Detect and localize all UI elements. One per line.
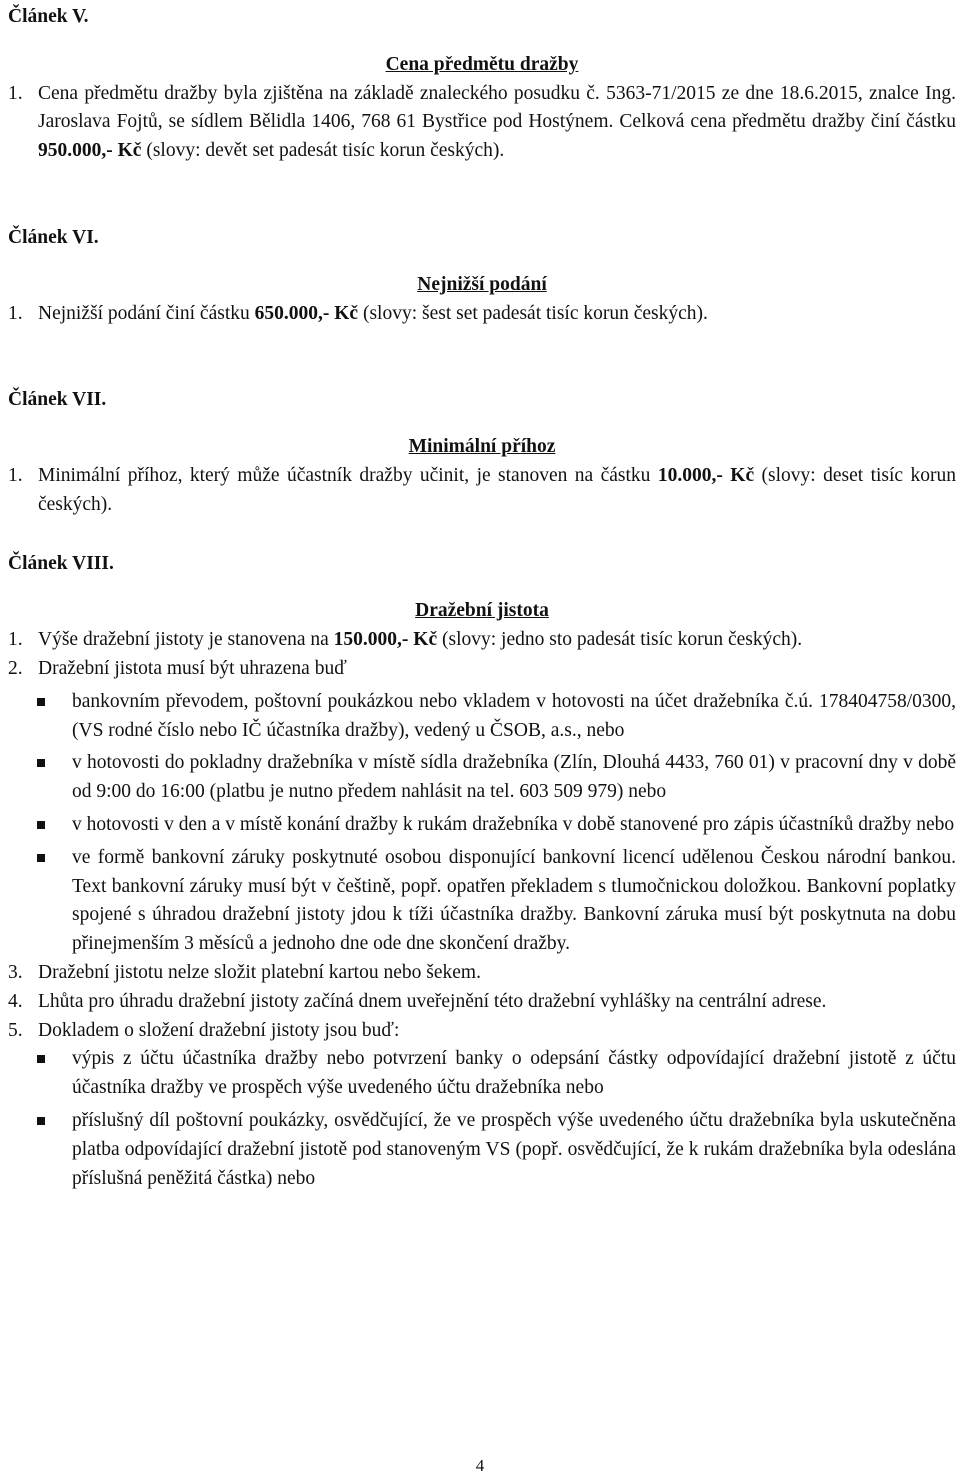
square-bullet-icon xyxy=(37,854,45,862)
square-bullet-icon xyxy=(37,1055,45,1063)
article-8-item-1 xyxy=(8,626,956,655)
item-text-words: (slovy: devět set padesát tisíc korun českých). xyxy=(141,140,505,162)
bullet-text: ve formě bankovní záruky poskytnuté osobou disponující bankovní licencí udělenou Českou národní bankou. Text bankovní záruky musí být v češtině, popř. opatřen překladem s tlumočnickou doložkou. Bankovní poplatky spojené s úhradou dražební jistoty jdou k tíži účastníka dražby. Bankovní záruka musí být poskytnuta na dobu přinejmenším 3 měsíců a jednoho dne ode dne skončení dražby. xyxy=(72,846,956,955)
bullet-text: v hotovosti v den a v místě konání dražby k rukám dražebníka v době stanovené pro zápis účastníků dražby nebo xyxy=(72,813,955,835)
item-text: Lhůta pro úhradu dražební jistoty začíná dnem uveřejnění této dražební vyhlášky na centrální adrese. xyxy=(38,990,827,1012)
article-8-title: Dražební jistota xyxy=(415,600,549,622)
bullet-item xyxy=(8,811,956,840)
bullet-item xyxy=(8,749,956,807)
article-6-heading: Článek VI. xyxy=(8,226,99,248)
page-number: 4 xyxy=(475,1456,485,1475)
item-number: 5. xyxy=(8,1019,23,1041)
square-bullet-icon xyxy=(37,698,45,706)
article-6-item-1 xyxy=(8,300,956,329)
article-5-heading: Článek V. xyxy=(8,6,89,27)
square-bullet-icon xyxy=(37,1117,45,1125)
item-number: 1. xyxy=(8,629,23,651)
article-6-title: Nejnižší podání xyxy=(417,273,547,295)
bullet-text: v hotovosti do pokladny dražebníka v místě sídla dražebníka (Zlín, Dlouhá 4433, 760 01) v pracovní dny v době od 9:00 do 16:00 (platbu je nutno předem nahlásit na tel. 603 509 979) nebo xyxy=(72,752,956,803)
bullet-text: bankovním převodem, poštovní poukázkou nebo vkladem v hotovosti na účet dražebníka č.ú. 178404758/0300, (VS rodné číslo nebo IČ účastníka dražby), vedený u ČSOB, a.s., nebo xyxy=(72,690,956,741)
item-number: 3. xyxy=(8,961,23,983)
article-7-heading: Článek VII. xyxy=(8,389,107,411)
item-text: Dražební jistota musí být uhrazena buď xyxy=(38,657,347,679)
price-amount: 950.000,- Kč xyxy=(38,140,142,162)
item-text-words: (slovy: jedno sto padesát tisíc korun českých). xyxy=(437,629,803,651)
bullet-text: výpis z účtu účastníka dražby nebo potvrzení banky o odepsání částky odpovídající dražební jistotě z účtu účastníka dražby ve prospěch výše uvedeného účtu dražebníka nebo xyxy=(72,1048,956,1099)
article-8-item-5 xyxy=(8,1017,956,1046)
item-text: Minimální příhoz, který může účastník dražby učinit, je stanoven na částku xyxy=(38,464,658,486)
bullet-item xyxy=(8,844,956,959)
item-number: 1. xyxy=(8,464,23,486)
item-text: Nejnižší podání činí částku xyxy=(38,302,255,324)
deposit-amount: 150.000,- Kč xyxy=(333,629,438,651)
article-8-heading: Článek VIII. xyxy=(8,552,114,574)
item-text: Cena předmětu dražby byla zjištěna na základě znaleckého posudku č. 5363-71/2015 ze dne 18.6.2015, znalce Ing. Jaroslava Fojtů, se sídlem Bělidla 1406, 768 61 Bystřice pod Hostýnem. Celková cena předmětu dražby činí částku xyxy=(38,82,956,133)
article-8-item-4 xyxy=(8,988,956,1017)
square-bullet-icon xyxy=(37,821,45,829)
document-page xyxy=(8,3,956,1193)
article-7-title: Minimální příhoz xyxy=(408,436,556,458)
article-7-item-1 xyxy=(8,462,956,520)
min-increment-amount: 10.000,- Kč xyxy=(657,464,755,486)
square-bullet-icon xyxy=(37,759,45,767)
article-5-title: Cena předmětu dražby xyxy=(385,53,579,75)
item-number: 4. xyxy=(8,990,23,1012)
item-text-words: (slovy: šest set padesát tisíc korun českých). xyxy=(358,302,708,324)
lowest-bid-amount: 650.000,- Kč xyxy=(254,302,359,324)
item-text: Dražební jistotu nelze složit platební kartou nebo šekem. xyxy=(38,961,481,983)
item-number: 1. xyxy=(8,302,23,324)
article-8-item-3 xyxy=(8,959,956,988)
item-number: 2. xyxy=(8,657,23,679)
article-5-item-1 xyxy=(8,80,956,166)
article-8-item-2 xyxy=(8,655,956,684)
item-text-words: (slovy: deset tisíc korun českých). xyxy=(38,464,956,515)
bullet-item xyxy=(8,688,956,746)
item-text: Dokladem o složení dražební jistoty jsou buď: xyxy=(38,1019,400,1041)
bullet-text: příslušný díl poštovní poukázky, osvědčující, že ve prospěch výše uvedeného účtu dražebníka byla uskutečněna platba odpovídající dražební jistotě pod stanoveným VS (popř. osvědčující, že k rukám dražebníka byla odeslána příslušná peněžitá částka) nebo xyxy=(72,1109,956,1189)
bullet-item xyxy=(8,1107,956,1193)
bullet-item xyxy=(8,1045,956,1103)
item-number: 1. xyxy=(8,82,23,104)
item-text: Výše dražební jistoty je stanovena na xyxy=(38,629,334,651)
